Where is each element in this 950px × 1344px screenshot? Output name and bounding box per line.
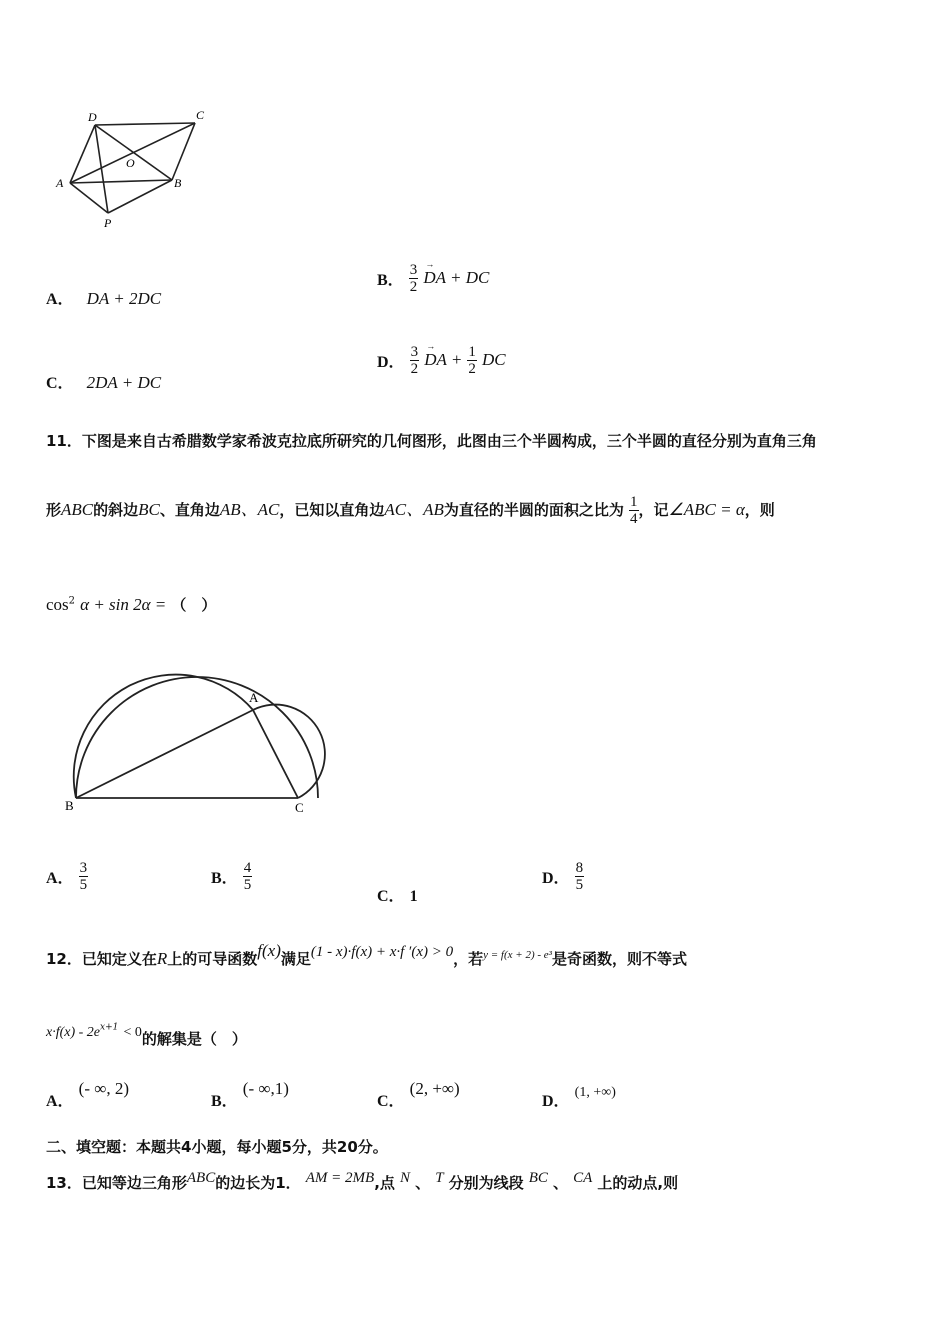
label-P: P bbox=[104, 216, 112, 230]
q12-line2: $x\cdot f(x) - 2e^{x+1} < 0$的解集是（ ） bbox=[46, 1022, 247, 1048]
q12-option-d: D． (1, +∞) bbox=[542, 1085, 616, 1110]
option-label: B． bbox=[377, 272, 404, 289]
label-A: A bbox=[249, 690, 259, 705]
label-C: C bbox=[295, 800, 304, 815]
label-B: B bbox=[174, 176, 182, 190]
parallelogram-figure bbox=[50, 105, 220, 235]
fraction: $\frac{3}{2}$ bbox=[410, 344, 419, 377]
option-expr: 2DA + DC bbox=[86, 373, 162, 392]
fraction: $\frac{1}{2}$ bbox=[468, 344, 476, 377]
option-expr-tail: DC bbox=[482, 350, 506, 369]
q11-option-b: B． $\frac{4}{5}$ bbox=[211, 860, 252, 893]
label-B: B bbox=[65, 798, 74, 813]
q12-line1: 12．已知定义在R上的可导函数f(x)满足(1 - x)·f(x) + x·f ′(x) > 0，若$^{y = f(x + 2) - e^3}$是奇函数，则不等式 bbox=[46, 941, 687, 968]
q12-option-b: B． (- ∞,1) bbox=[211, 1079, 289, 1110]
option-label: C． bbox=[46, 375, 74, 392]
section-heading: 二、填空题：本题共4小题，每小题5分，共20分。 bbox=[46, 1138, 388, 1156]
q12-option-a: A． (- ∞, 2) bbox=[46, 1079, 130, 1110]
fraction: $\frac{8}{5}$ bbox=[575, 860, 584, 893]
q11-option-c: C． 1 bbox=[377, 888, 418, 905]
q12-option-c: C． (2, +∞) bbox=[377, 1079, 460, 1110]
label-A: A bbox=[56, 176, 64, 190]
q11-option-d: D． $\frac{8}{5}$ bbox=[542, 860, 584, 893]
option-label: D． bbox=[377, 354, 405, 371]
option-expr: DA + 2DC bbox=[86, 289, 162, 308]
option-expr-mid: → DA + bbox=[424, 350, 462, 369]
q11-expression: $\cos^2 \alpha + \sin 2\alpha$ = （ ） bbox=[46, 595, 217, 614]
label-C: C bbox=[196, 108, 205, 122]
q10-option-a bbox=[46, 286, 161, 309]
q10-option-c bbox=[46, 370, 161, 393]
label-O: O bbox=[126, 156, 135, 170]
option-expr: → DA + DC bbox=[423, 268, 489, 287]
label-D: D bbox=[88, 110, 97, 124]
q10-option-d bbox=[377, 344, 506, 377]
q11-line2: 形ABC的斜边BC、直角边AB、AC，已知以直角边AC、AB为直径的半圆的面积之比为 $\frac{1}{4}$ ，记∠ABC = α，则 bbox=[46, 494, 775, 527]
fraction: $\frac{3}{2}$ bbox=[409, 262, 418, 295]
fraction: $\frac{3}{5}$ bbox=[79, 860, 88, 893]
fraction: $\frac{4}{5}$ bbox=[243, 860, 252, 893]
semicircles-figure bbox=[55, 640, 345, 825]
q13-line: 13．已知等边三角形ABC的边长为1． AM = 2MB,点 N 、 T 分别为线段 BC 、 CA 上的动点,则 bbox=[46, 1170, 679, 1192]
q11-option-a: A． $\frac{3}{5}$ bbox=[46, 860, 88, 893]
q10-option-b bbox=[377, 262, 489, 295]
option-label: A． bbox=[46, 291, 74, 308]
q11-line1: 11．下图是来自古希腊数学家希波克拉底所研究的几何图形，此图由三个半圆构成，三个半圆的直径分别为直角三角 bbox=[46, 432, 817, 450]
ratio-fraction: $\frac{1}{4}$ bbox=[630, 494, 638, 527]
